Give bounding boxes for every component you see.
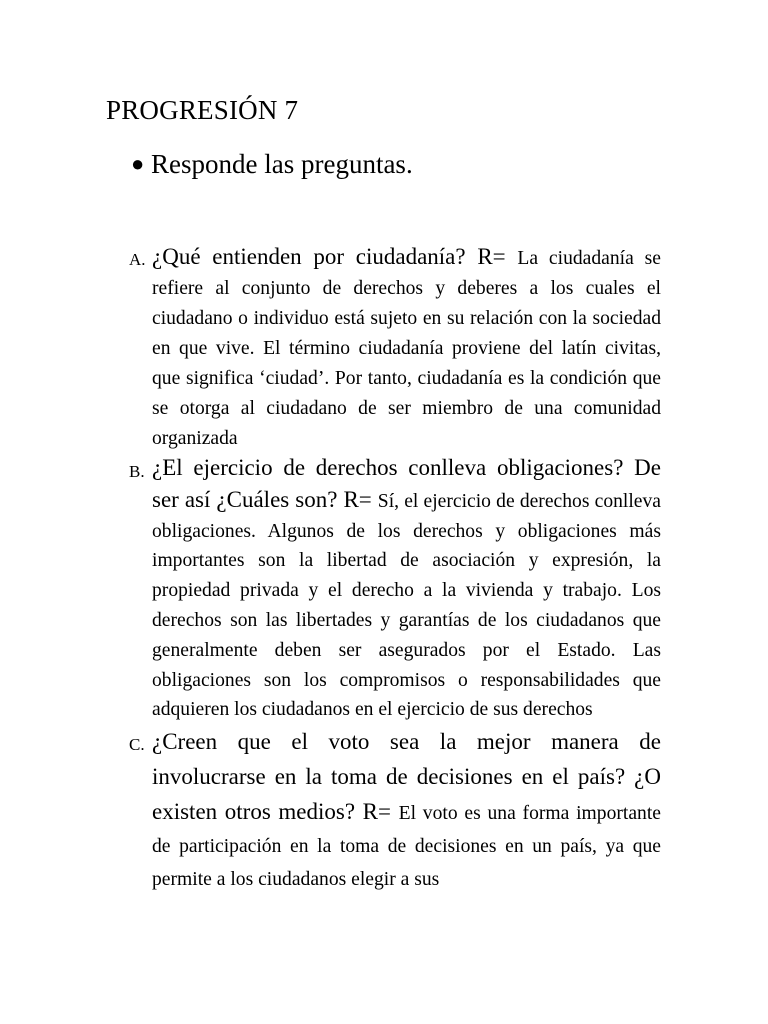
page-title: PROGRESIÓN 7 <box>106 95 299 125</box>
instruction-bullet <box>131 146 413 182</box>
question-letter: B. <box>129 462 145 481</box>
answer-text: El voto es una forma importante de participación en la toma de decisiones en un país, ya que permite a los ciudadanos elegir a sus <box>152 803 661 891</box>
question-body <box>152 726 661 897</box>
question-body <box>152 242 661 454</box>
answer-text: La ciudadanía se refiere al conjunto de derechos y deberes a los cuales el ciudadano o individuo está sujeto en su relación con la sociedad en que vive. El término ciudadanía proviene del latín civitas, que significa ‘ciudad’. Por tanto, ciudadanía es la condición que se otorga al ciudadano de ser miembro de una comunidad organizada <box>152 248 661 449</box>
question-letter: A. <box>129 250 146 269</box>
question-body <box>152 454 661 726</box>
answer-text: Sí, el ejercicio de derechos conlleva obligaciones. Algunos de los derechos y obligaciones más importantes son la libertad de asociación y expresión, la propiedad privada y el derecho a la vivienda y trabajo. Los derechos son las libertades y garantías de los ciudadanos que generalmente deben ser asegurados por el Estado. Las obligaciones son los compromisos o responsabilidades que adquieren los ciudadanos en el ejercicio de sus derechos <box>152 490 661 721</box>
question-item-b <box>129 454 661 726</box>
bullet-icon: ● <box>131 151 145 176</box>
question-text: ¿Qué entienden por ciudadanía? R= <box>152 244 518 269</box>
question-item-a <box>129 242 661 454</box>
question-item-c <box>129 726 661 897</box>
question-text: ¿Creen que el voto sea la mejor manera de involucrarse en la toma de decisiones en el país? ¿O existen otros medios? R= <box>152 729 661 825</box>
instruction-text: Responde las preguntas. <box>151 149 413 179</box>
question-text: ¿El ejercicio de derechos conlleva obligaciones? De ser así ¿Cuáles son? R= <box>152 455 661 512</box>
question-letter: C. <box>129 735 145 755</box>
question-list <box>129 242 661 897</box>
